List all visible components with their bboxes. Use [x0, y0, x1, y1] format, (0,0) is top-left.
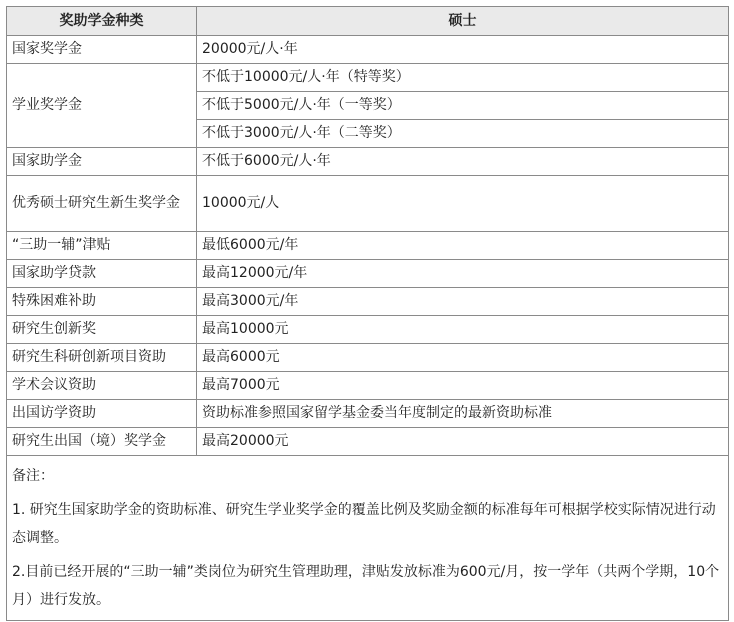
row-amount: 最高10000元 [197, 316, 729, 344]
row-amount: 不低于10000元/人·年（特等奖） [197, 64, 729, 92]
table-row [7, 316, 729, 344]
row-category: 国家助学金 [7, 148, 197, 176]
table-header-row [7, 7, 729, 36]
row-amount: 最高7000元 [197, 372, 729, 400]
row-category: 国家助学贷款 [7, 260, 197, 288]
row-category: 研究生创新奖 [7, 316, 197, 344]
row-amount: 不低于3000元/人·年（二等奖） [197, 120, 729, 148]
note-item: 2.目前已经开展的“三助一辅”类岗位为研究生管理助理，津贴发放标准为600元/月，按一学年（共两个学期，10个月）进行发放。 [12, 564, 720, 608]
row-amount: 20000元/人·年 [197, 36, 729, 64]
row-category: 研究生出国（境）奖学金 [7, 428, 197, 456]
row-amount: 10000元/人 [197, 176, 729, 232]
header-master: 硕士 [197, 7, 729, 36]
notes-title: 备注： [12, 468, 54, 484]
row-category: 特殊困难补助 [7, 288, 197, 316]
table-row [7, 148, 729, 176]
table-row [7, 260, 729, 288]
row-category: 学业奖学金 [7, 64, 197, 148]
table-row [7, 64, 729, 92]
row-category: 优秀硕士研究生新生奖学金 [7, 176, 197, 232]
table-row [7, 344, 729, 372]
table-row [7, 288, 729, 316]
row-category: “三助一辅”津贴 [7, 232, 197, 260]
row-category: 学术会议资助 [7, 372, 197, 400]
notes-row [7, 456, 729, 621]
row-category: 国家奖学金 [7, 36, 197, 64]
table-row [7, 400, 729, 428]
table-row [7, 176, 729, 232]
row-amount: 资助标准参照国家留学基金委当年度制定的最新资助标准 [197, 400, 729, 428]
table-row [7, 428, 729, 456]
row-amount: 最高20000元 [197, 428, 729, 456]
row-amount: 最低6000元/年 [197, 232, 729, 260]
table-row [7, 36, 729, 64]
table-row [7, 232, 729, 260]
table-row [7, 372, 729, 400]
row-amount: 不低于5000元/人·年（一等奖） [197, 92, 729, 120]
row-amount: 最高6000元 [197, 344, 729, 372]
row-amount: 不低于6000元/人·年 [197, 148, 729, 176]
notes-cell [7, 456, 729, 621]
row-amount: 最高12000元/年 [197, 260, 729, 288]
scholarship-table [6, 6, 729, 621]
header-category: 奖助学金种类 [7, 7, 197, 36]
row-amount: 最高3000元/年 [197, 288, 729, 316]
row-category: 研究生科研创新项目资助 [7, 344, 197, 372]
note-item: 1. 研究生国家助学金的资助标准、研究生学业奖学金的覆盖比例及奖励金额的标准每年可根据学校实际情况进行动态调整。 [12, 502, 716, 546]
row-category: 出国访学资助 [7, 400, 197, 428]
